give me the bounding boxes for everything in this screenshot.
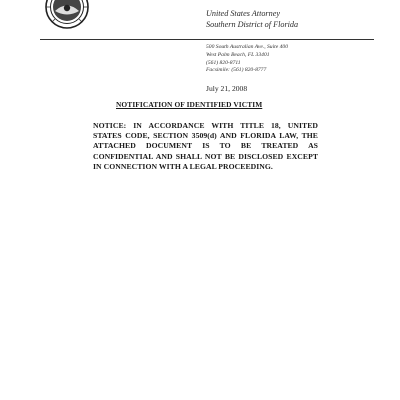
letterhead-divider [40, 39, 374, 40]
notification-heading: NOTIFICATION OF IDENTIFIED VICTIM [116, 100, 263, 109]
office-district: Southern District of Florida [206, 20, 299, 29]
address-phone: (561) 820-8711 [206, 59, 241, 66]
department-seal-icon [44, 0, 90, 30]
office-heading [206, 8, 298, 30]
address-street: 500 South Australian Ave., Suite 400 [206, 44, 288, 50]
address-fax: Facsimile: (561) 820-8777 [206, 67, 267, 74]
address-city: West Palm Beach, FL 33401 [206, 51, 270, 58]
office-title: United States Attorney [206, 9, 280, 18]
letter-date: July 21, 2008 [206, 84, 248, 93]
office-address [206, 44, 288, 75]
confidentiality-notice: NOTICE: IN ACCORDANCE WITH TITLE 18, UNITED STATES CODE, SECTION 3509(d) AND FLORIDA LAW, THE ATTACHED DOCUMENT IS TO BE TREATED AS CONFIDENTIAL AND SHALL NOT BE DISCLOSED EXCEPT IN CONNECTION WITH A LEGAL PROCEEDING. [93, 121, 318, 171]
